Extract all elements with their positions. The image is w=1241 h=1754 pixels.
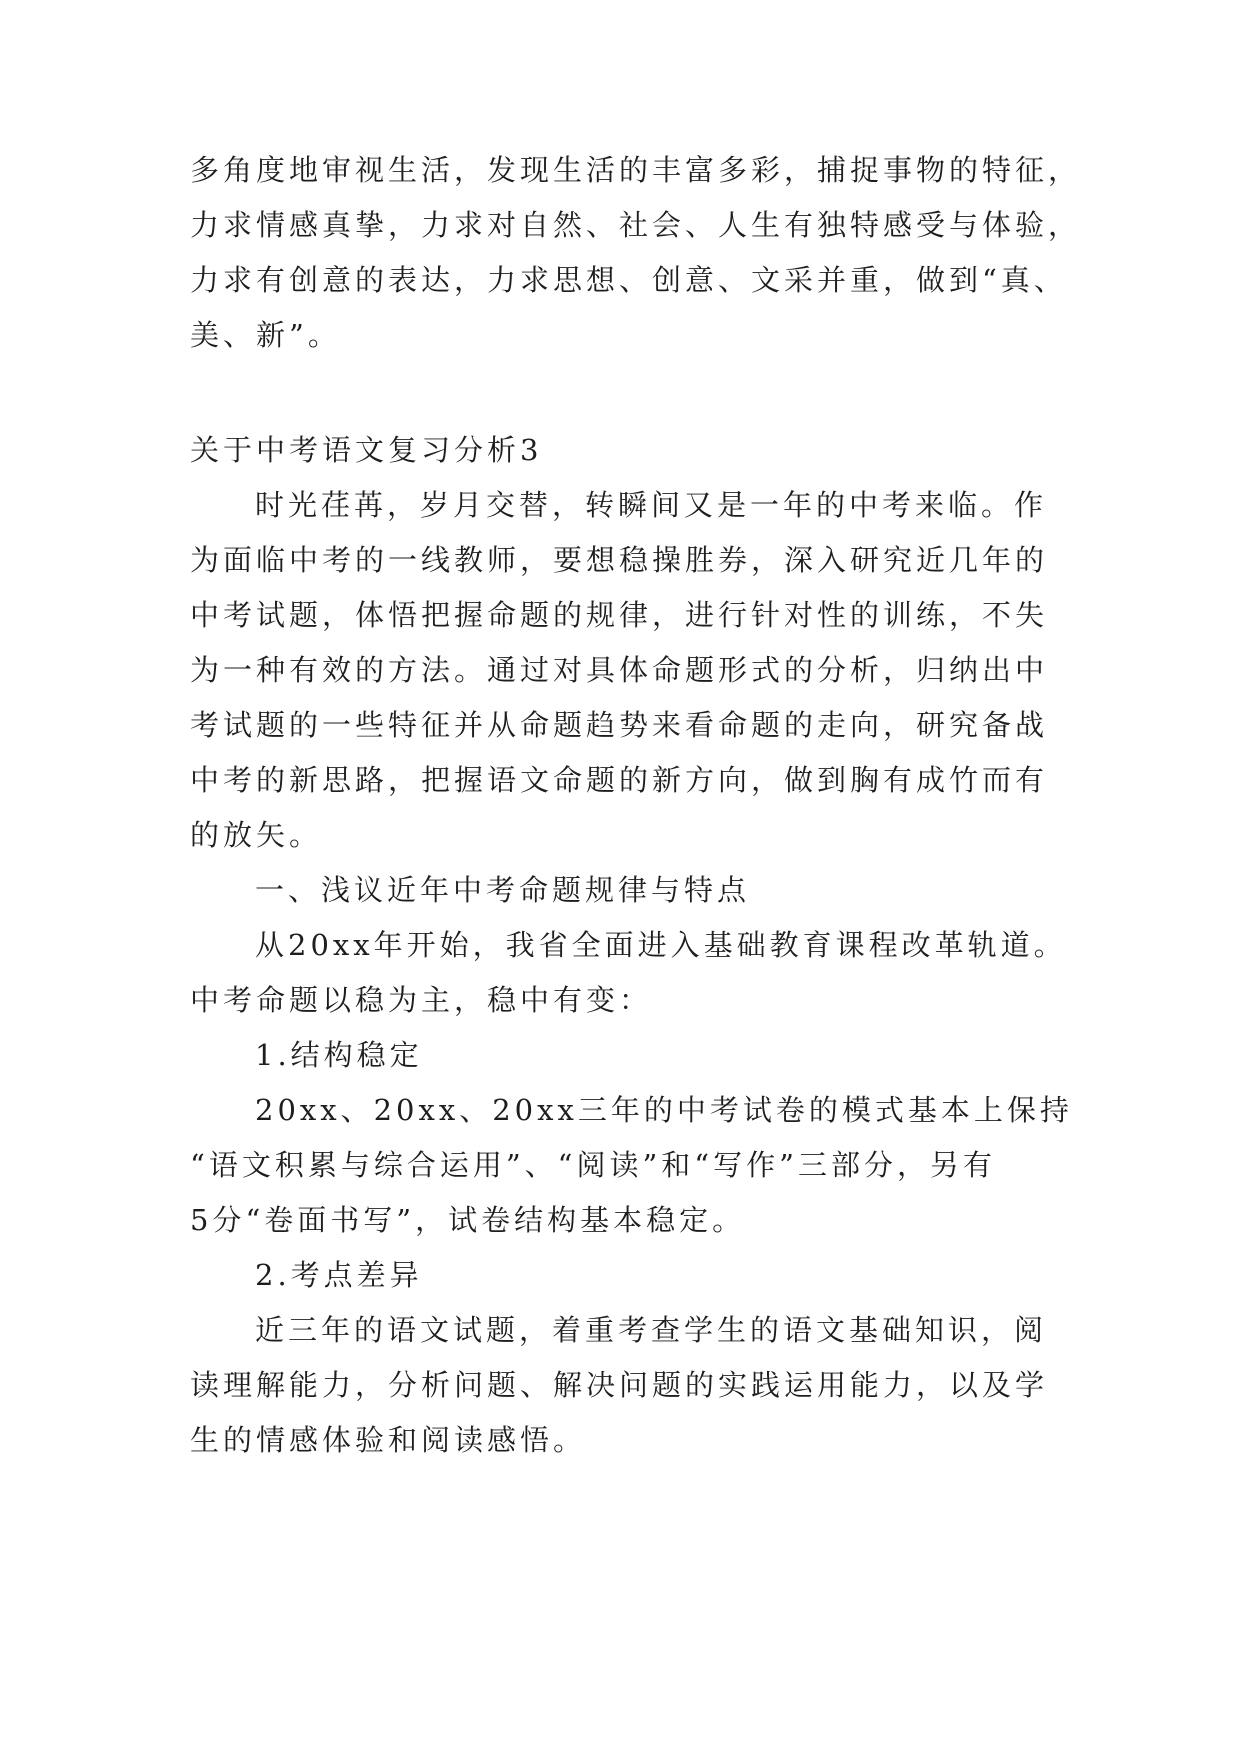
paragraph-line: “语文积累与综合运用”、“阅读”和“写作”三部分，另有 xyxy=(190,1148,996,1182)
paragraph-line: 从20xx年开始，我省全面进入基础教育课程改革轨道。 xyxy=(255,928,1067,962)
paragraph-line: 中考命题以稳为主，稳中有变： xyxy=(190,983,653,1017)
section-heading: 关于中考语文复习分析3 xyxy=(190,433,543,467)
paragraph-line: 为面临中考的一线教师，要想稳操胜券，深入研究近几年的 xyxy=(190,543,1049,577)
paragraph-line: 中考的新思路，把握语文命题的新方向，做到胸有成竹而有 xyxy=(190,763,1049,797)
paragraph-line: 力求有创意的表达，力求思想、创意、文采并重，做到“真、 xyxy=(190,263,1067,297)
paragraph-line: 的放矢。 xyxy=(190,818,323,852)
paragraph-line: 为一种有效的方法。通过对具体命题形式的分析，归纳出中 xyxy=(190,653,1049,687)
paragraph-line: 时光荏苒，岁月交替，转瞬间又是一年的中考来临。作 xyxy=(255,488,1048,522)
paragraph-line: 考试题的一些特征并从命题趋势来看命题的走向，研究备战 xyxy=(190,708,1049,742)
paragraph-line: 20xx、20xx、20xx三年的中考试卷的模式基本上保持 xyxy=(255,1093,1073,1127)
subheading: 1.结构稳定 xyxy=(255,1038,423,1072)
subheading: 2.考点差异 xyxy=(255,1258,423,1292)
paragraph-line: 读理解能力，分析问题、解决问题的实践运用能力，以及学 xyxy=(190,1368,1049,1402)
paragraph-line: 中考试题，体悟把握命题的规律，进行针对性的训练，不失 xyxy=(190,598,1049,632)
paragraph-line: 多角度地审视生活，发现生活的丰富多彩，捕捉事物的特征， xyxy=(190,153,1082,187)
paragraph-line: 美、新”。 xyxy=(190,318,341,352)
paragraph-line: 5分“卷面书写”，试卷结构基本稳定。 xyxy=(190,1203,746,1237)
paragraph-line: 力求情感真挚，力求对自然、社会、人生有独特感受与体验， xyxy=(190,208,1082,242)
paragraph-line: 生的情感体验和阅读感悟。 xyxy=(190,1423,587,1457)
subheading: 一、浅议近年中考命题规律与特点 xyxy=(255,873,751,907)
paragraph-line: 近三年的语文试题，着重考查学生的语文基础知识，阅 xyxy=(255,1313,1048,1347)
